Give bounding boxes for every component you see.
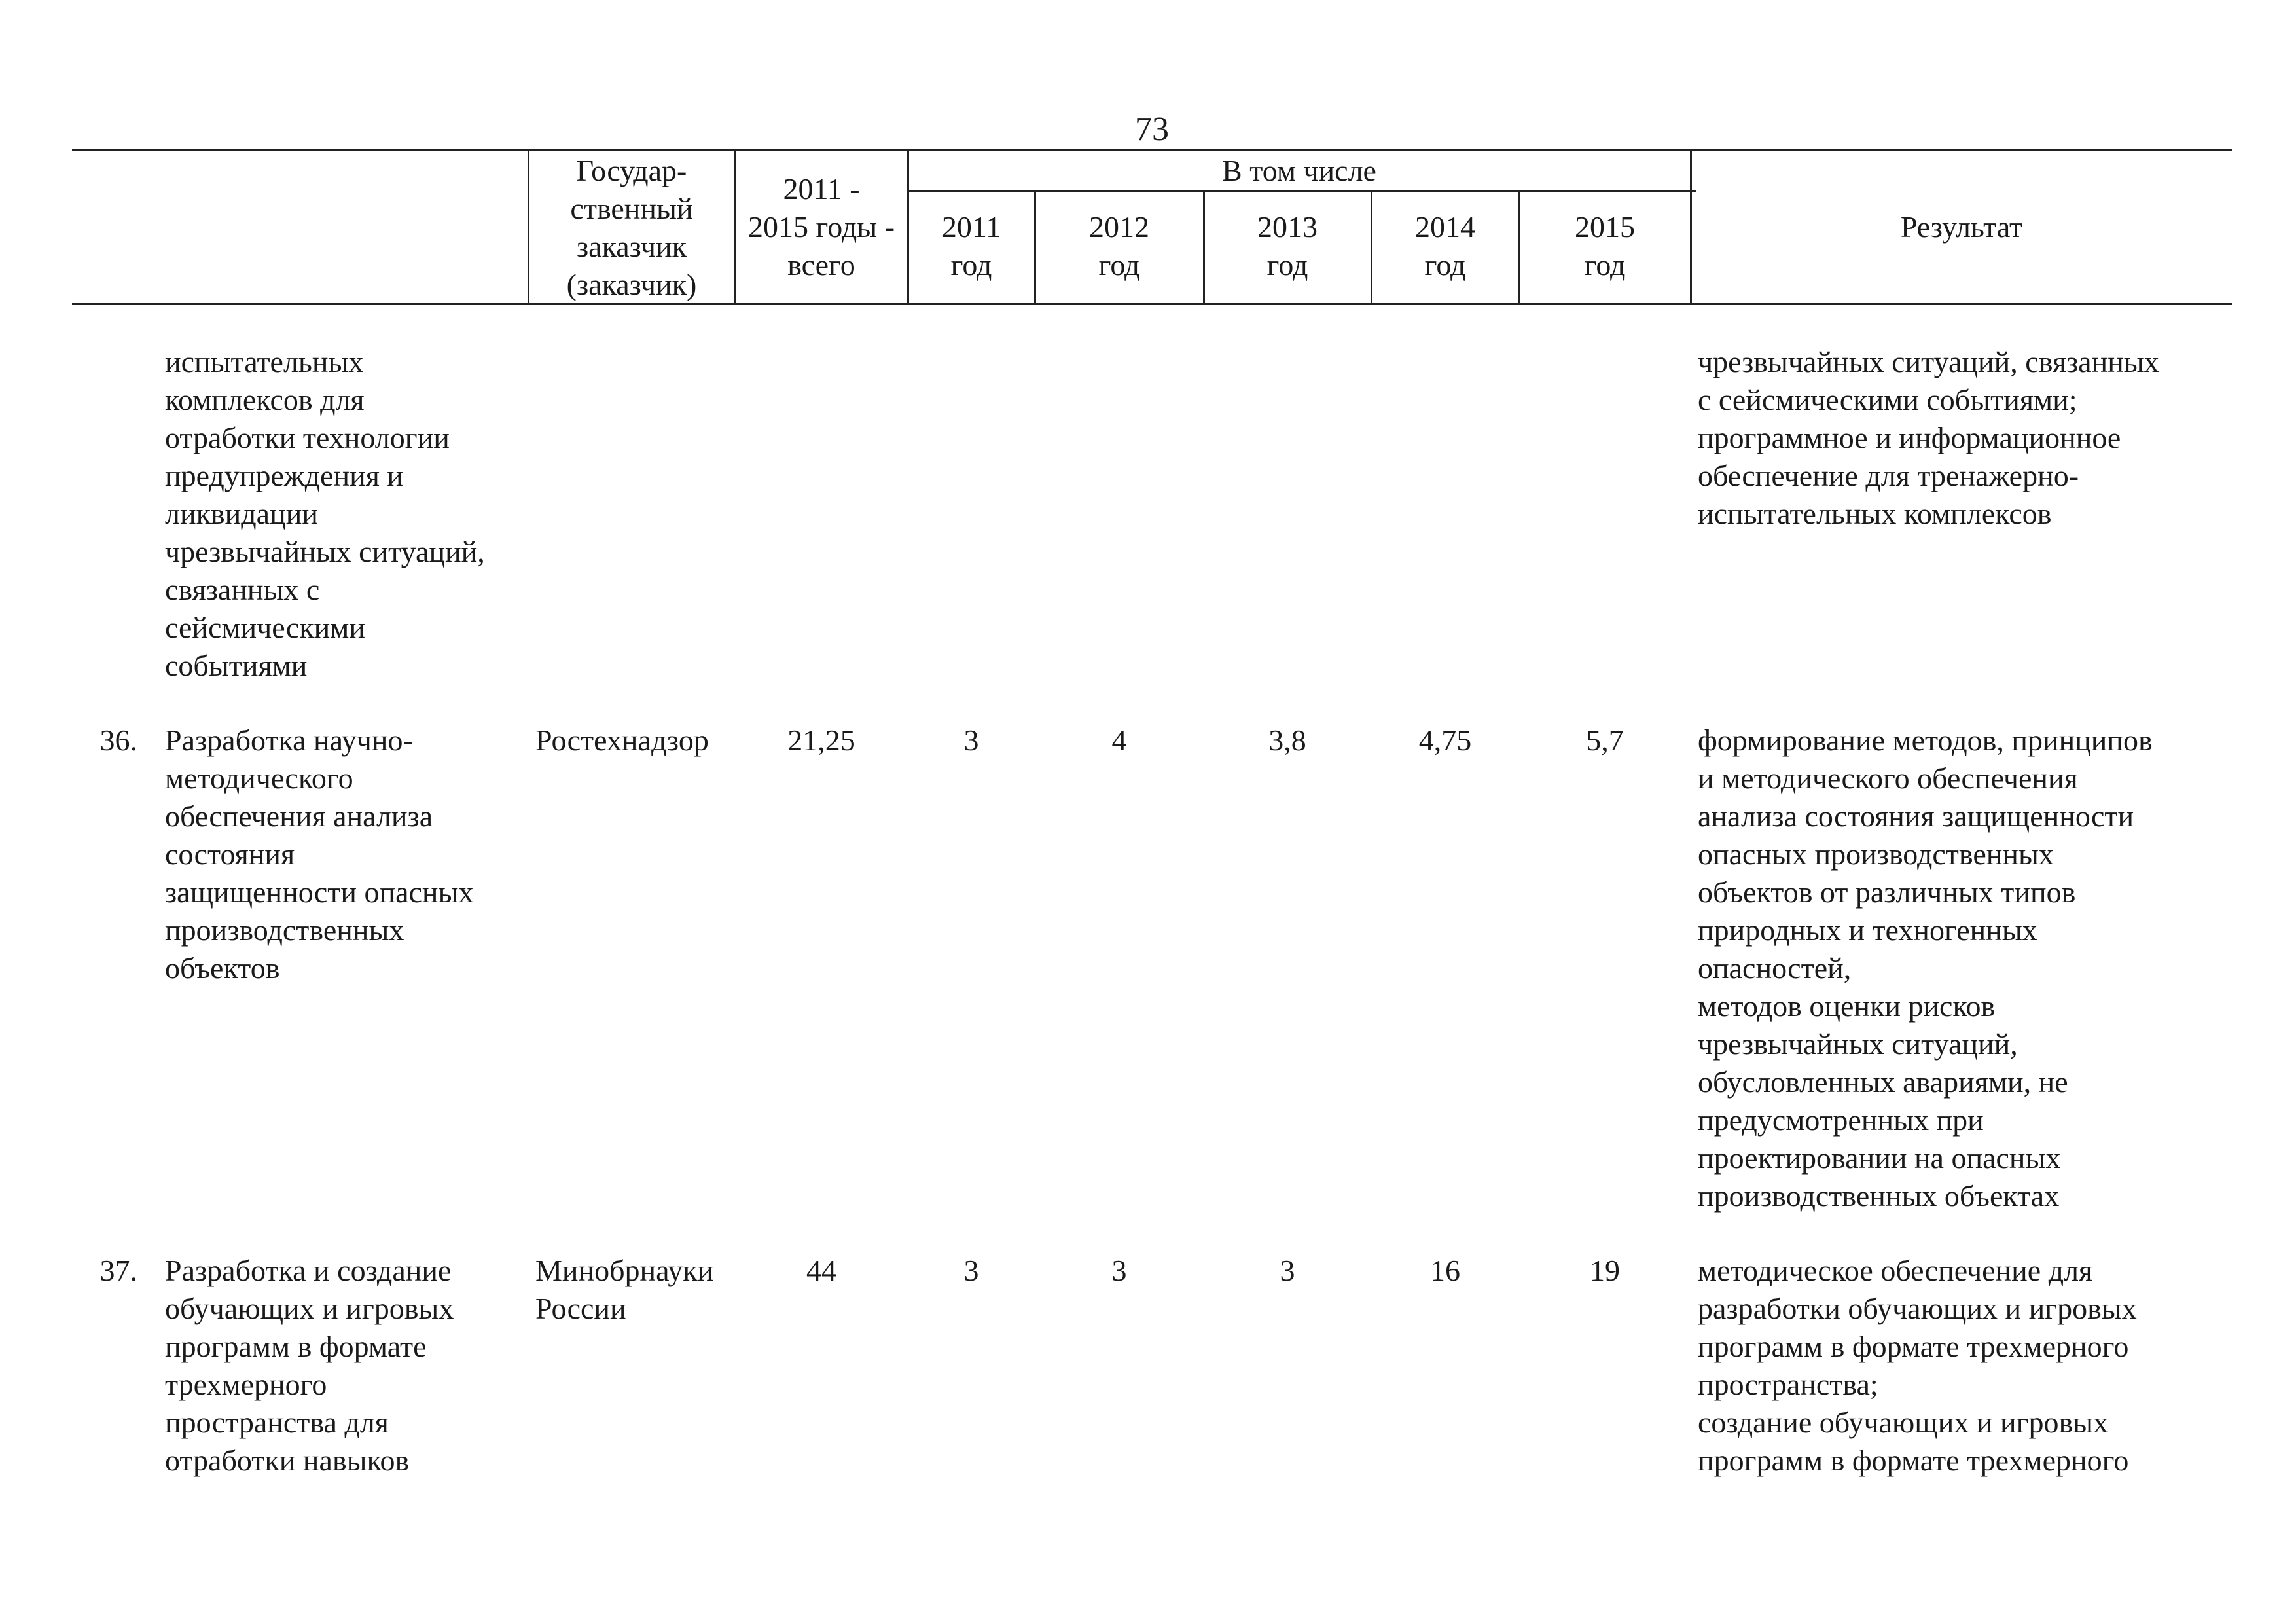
row-customer: Ростехнадзор <box>535 723 709 757</box>
row-name: Разработка и создание обучающих и игровых программ в формате трехмерного пространства для отработки навыков <box>165 1254 454 1477</box>
row-value-2012: 4 <box>1111 723 1127 757</box>
row-value-2013: 3,8 <box>1268 723 1306 757</box>
row-value-2015: 5,7 <box>1586 723 1624 757</box>
header-including: В том числе <box>1222 154 1376 187</box>
header-year-2014: 2014 год <box>1415 210 1475 282</box>
row-value-2015: 19 <box>1590 1254 1620 1287</box>
page-number: 73 <box>1135 111 1169 148</box>
row-result: методическое обеспечение для разработки обучающих и игровых программ в формате трехмерного пространства; создание обучающих и игровых программ в формате трехмерного <box>1698 1254 2137 1477</box>
header-result: Результат <box>1900 210 2023 244</box>
row-result: формирование методов, принципов и методического обеспечения анализа состояния защищенности опасных производственных объектов от различных типов природных и техногенных опасностей, методов оценки рисков чрезвычайных ситуаций, обусловленных авариями, не предусмотренных при проектировании на опасных производственных объектах <box>1698 723 2153 1213</box>
row-value-2011: 3 <box>963 723 979 757</box>
row-result: чрезвычайных ситуаций, связанных с сейсмическими событиями; программное и информационное обеспечение для тренажерно- испытательных комплексов <box>1698 345 2159 530</box>
header-total: 2011 - 2015 годы - всего <box>747 172 895 282</box>
including-underline <box>908 190 1696 192</box>
row-total: 44 <box>806 1254 836 1287</box>
header-year-2011: 2011 год <box>941 210 1001 282</box>
row-value-2012: 3 <box>1111 1254 1127 1287</box>
table-top-rule <box>72 149 2232 151</box>
header-customer: Государ- ственный заказчик (заказчик) <box>566 154 697 301</box>
row-name: испытательных комплексов для отработки технологии предупреждения и ликвидации чрезвычайных ситуаций, связанных с сейсмическими событиями <box>165 345 485 682</box>
header-year-2013: 2013 год <box>1257 210 1318 282</box>
row-value-2014: 4,75 <box>1418 723 1472 757</box>
row-value-2014: 16 <box>1430 1254 1460 1287</box>
header-year-2015: 2015 год <box>1575 210 1635 282</box>
row-name: Разработка научно- методического обеспечения анализа состояния защищенности опасных производственных объектов <box>165 723 474 985</box>
table-header-bottom-rule <box>72 303 2232 305</box>
header-year-2012: 2012 год <box>1089 210 1149 282</box>
row-number: 36. <box>99 723 137 757</box>
row-total: 21,25 <box>787 723 855 757</box>
row-customer: Минобрнауки России <box>535 1254 714 1325</box>
row-number: 37. <box>99 1254 137 1287</box>
row-value-2013: 3 <box>1280 1254 1295 1287</box>
row-value-2011: 3 <box>963 1254 979 1287</box>
